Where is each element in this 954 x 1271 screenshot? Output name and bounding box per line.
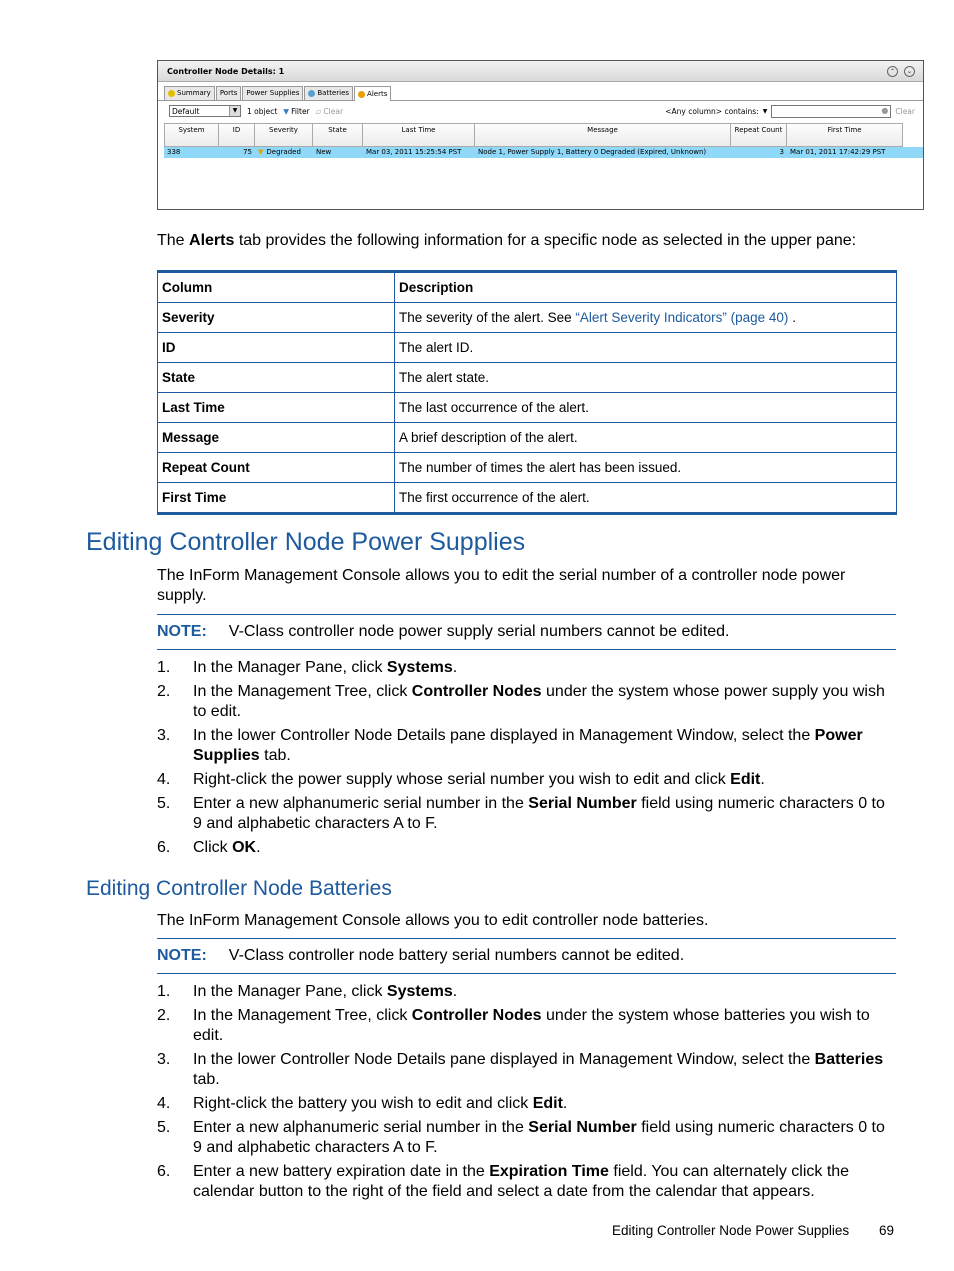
section1-paragraph: The InForm Management Console allows you to edit the serial number of a controller node power supply. — [157, 567, 846, 604]
tab-strip — [158, 86, 923, 101]
cell-message — [475, 147, 731, 158]
step-text: field. You can alternately click the calendar button to the right of the field and select a date from the calendar that appears. — [193, 1163, 850, 1200]
cell-value: Mar 03, 2011 15:25:54 PST — [366, 148, 462, 156]
header-column: Column — [158, 272, 395, 303]
chevron-down-icon[interactable]: ▼ — [762, 107, 768, 115]
step-text: tab. — [259, 747, 291, 764]
column-header[interactable]: State — [313, 123, 363, 147]
grid-header — [164, 123, 923, 147]
note-label: NOTE: — [157, 623, 207, 640]
window-title: Controller Node Details: 1 — [167, 66, 285, 76]
step-item — [157, 770, 897, 790]
step-ui-term: Serial Number — [528, 795, 637, 812]
severity-indicators-link[interactable]: “Alert Severity Indicators” (page 40) — [575, 310, 789, 325]
column-name: Last Time — [158, 393, 395, 423]
column-name: First Time — [158, 483, 395, 514]
tab-label: Power Supplies — [246, 89, 300, 97]
cell-state — [313, 147, 363, 158]
step-item — [157, 726, 897, 766]
cell-value: 338 — [167, 148, 181, 156]
step-text: under the system whose power supply you wish to edit. — [193, 683, 885, 720]
table-header-row — [158, 272, 897, 303]
tab-status-icon — [168, 90, 175, 97]
column-description — [395, 363, 897, 393]
column-name: Severity — [158, 303, 395, 333]
object-count: 1 object — [247, 106, 278, 116]
tab-label: Batteries — [317, 89, 350, 97]
alerts-screenshot — [157, 60, 924, 210]
filter-icon: ▼ — [283, 106, 290, 116]
step-item — [157, 1050, 897, 1090]
cell-value: New — [316, 148, 332, 156]
filter-button[interactable] — [283, 107, 309, 116]
step-text: field using numeric characters 0 to 9 and alphabetic characters A to F. — [193, 1119, 885, 1156]
description-text: The last occurrence of the alert. — [399, 400, 589, 415]
step-number: 2. — [157, 683, 171, 700]
collapse-icon[interactable]: ⌃ — [887, 66, 898, 77]
step-text: Right-click the power supply whose serial number you wish to edit and click — [193, 771, 731, 788]
alerts-columns-table — [157, 270, 897, 515]
step-text: Enter a new battery expiration date in the — [193, 1163, 490, 1180]
tab-label: Alerts — [367, 89, 388, 98]
cell-value: 75 — [243, 148, 252, 156]
step-text: Enter a new alphanumeric serial number in the — [193, 1119, 529, 1136]
note-text: V-Class controller node battery serial numbers cannot be edited. — [228, 947, 685, 964]
column-description — [395, 423, 897, 453]
step-number: 3. — [157, 727, 171, 744]
table-row — [158, 483, 897, 514]
step-item — [157, 1162, 897, 1202]
column-name: State — [158, 363, 395, 393]
step-number: 5. — [157, 1119, 171, 1136]
step-item — [157, 682, 897, 722]
filter-search-input[interactable] — [771, 105, 891, 118]
description-text: The number of times the alert has been issued. — [399, 460, 682, 475]
tab-label: Ports — [219, 89, 238, 97]
intro-bold: Alerts — [189, 232, 235, 249]
column-header[interactable]: Message — [475, 123, 731, 147]
step-text: In the Manager Pane, click — [193, 983, 387, 1000]
step-ui-term: Controller Nodes — [411, 1007, 542, 1024]
step-number: 6. — [157, 1163, 171, 1180]
step-text: . — [452, 659, 458, 676]
step-number: 1. — [157, 659, 171, 676]
tab-status-icon — [308, 90, 315, 97]
column-description — [395, 333, 897, 363]
step-text: under the system whose batteries you wish to edit. — [193, 1007, 870, 1044]
cell-value: Node 1, Power Supply 1, Battery 0 Degraded (Expired, Unknown) — [478, 148, 707, 156]
cell-repeat-count — [731, 147, 787, 158]
step-number: 6. — [157, 839, 171, 856]
step-item — [157, 1006, 897, 1046]
step-item — [157, 658, 897, 678]
table-row — [158, 453, 897, 483]
note-text: V-Class controller node power supply serial numbers cannot be edited. — [228, 623, 730, 640]
table-row — [158, 423, 897, 453]
filter-preset-select[interactable] — [169, 105, 241, 117]
column-name: Repeat Count — [158, 453, 395, 483]
step-text: field using numeric characters 0 to 9 and alphabetic characters A to F. — [193, 795, 885, 832]
description-text: The first occurrence of the alert. — [399, 490, 590, 505]
filter-preset-value: Default — [172, 106, 200, 116]
battery-steps — [157, 982, 897, 1206]
step-text: In the Management Tree, click — [193, 1007, 412, 1024]
step-item — [157, 1094, 897, 1114]
column-description — [395, 453, 897, 483]
window-title-bar — [158, 61, 923, 82]
cell-value: 3 — [779, 148, 784, 156]
note-box — [157, 614, 896, 650]
power-supply-steps — [157, 658, 897, 862]
search-icon: ● — [881, 105, 889, 115]
tab-label: Summary — [177, 89, 211, 97]
section-heading-power-supplies: Editing Controller Node Power Supplies — [86, 528, 526, 556]
column-header[interactable]: First Time — [787, 123, 903, 147]
step-ui-term: Controller Nodes — [411, 683, 542, 700]
cell-id — [219, 147, 255, 158]
step-ui-term: Batteries — [814, 1051, 884, 1068]
tab-power-supplies[interactable] — [242, 86, 303, 100]
column-header[interactable]: ID — [219, 123, 255, 147]
description-text-after: . — [788, 310, 796, 325]
warning-icon: ▼ — [258, 148, 264, 156]
description-text: The alert ID. — [399, 340, 474, 355]
clear-label: Clear — [323, 106, 344, 116]
section2-paragraph: The InForm Management Console allows you to edit controller node batteries. — [157, 912, 709, 929]
filter-toolbar — [158, 101, 923, 121]
step-ui-term: Expiration Time — [489, 1163, 609, 1180]
expand-icon[interactable]: ⌄ — [904, 66, 915, 77]
intro-text-after: tab provides the following information for a specific node as selected in the upper pane: — [234, 232, 857, 249]
step-text: In the Manager Pane, click — [193, 659, 387, 676]
tab-summary[interactable] — [164, 86, 215, 100]
description-text: The alert state. — [399, 370, 490, 385]
step-number: 1. — [157, 983, 171, 1000]
step-item — [157, 838, 897, 858]
step-number: 3. — [157, 1051, 171, 1068]
step-ui-term: OK — [232, 839, 257, 856]
table-row — [158, 303, 897, 333]
note-box — [157, 938, 896, 974]
column-filter-select[interactable]: <Any column> contains: — [665, 106, 759, 116]
step-text: In the lower Controller Node Details pane displayed in Management Window, select the — [193, 1051, 815, 1068]
column-header[interactable]: System — [164, 123, 219, 147]
table-row — [158, 363, 897, 393]
step-text: . — [256, 839, 261, 856]
tab-batteries[interactable] — [304, 86, 353, 100]
cell-system — [164, 147, 219, 158]
column-description — [395, 303, 897, 333]
note-label: NOTE: — [157, 947, 207, 964]
filter-label: Filter — [291, 106, 310, 116]
header-description: Description — [395, 272, 897, 303]
step-number: 5. — [157, 795, 171, 812]
intro-text-before: The — [157, 232, 190, 249]
description-text: A brief description of the alert. — [399, 430, 578, 445]
step-ui-term: Power Supplies — [193, 727, 863, 764]
step-ui-term: Edit — [730, 771, 761, 788]
column-header[interactable]: Last Time — [363, 123, 475, 147]
column-header[interactable]: Repeat Count — [731, 123, 787, 147]
page-number: 69 — [879, 1223, 895, 1238]
tab-ports[interactable] — [216, 86, 242, 100]
step-item — [157, 1118, 897, 1158]
column-description — [395, 483, 897, 514]
eraser-icon: ▱ — [315, 106, 322, 116]
step-text: . — [562, 1095, 568, 1112]
step-item — [157, 794, 897, 834]
step-number: 4. — [157, 1095, 171, 1112]
step-text: Enter a new alphanumeric serial number in the — [193, 795, 529, 812]
step-text: In the lower Controller Node Details pane displayed in Management Window, select the — [193, 727, 815, 744]
column-header[interactable]: Severity — [255, 123, 313, 147]
intro-paragraph — [157, 231, 856, 251]
cell-value: Mar 01, 2011 17:42:29 PST — [790, 148, 886, 156]
step-text: . — [452, 983, 458, 1000]
step-text: In the Management Tree, click — [193, 683, 412, 700]
column-description — [395, 393, 897, 423]
chevron-down-icon: ▼ — [229, 106, 240, 116]
clear-filter-button[interactable]: Clear — [895, 106, 915, 116]
section-heading-batteries: Editing Controller Node Batteries — [86, 877, 392, 900]
description-text: The severity of the alert. See — [399, 310, 576, 325]
tab-alerts[interactable] — [354, 86, 391, 101]
cell-severity — [255, 147, 313, 158]
clear-button[interactable] — [316, 107, 343, 116]
step-ui-term: Edit — [532, 1095, 563, 1112]
table-row — [158, 393, 897, 423]
cell-first-time — [787, 147, 903, 158]
table-row — [158, 333, 897, 363]
cell-value: Degraded — [266, 148, 301, 156]
step-number: 2. — [157, 1007, 171, 1024]
step-item — [157, 982, 897, 1002]
tab-status-icon — [358, 91, 365, 98]
column-name: ID — [158, 333, 395, 363]
step-number: 4. — [157, 771, 171, 788]
step-text: tab. — [193, 1071, 220, 1088]
step-text: . — [760, 771, 765, 788]
table-row[interactable] — [164, 147, 923, 158]
step-ui-term: Serial Number — [528, 1119, 637, 1136]
step-text: Right-click the battery you wish to edit and click — [193, 1095, 533, 1112]
step-text: Click — [193, 839, 233, 856]
step-ui-term: Systems — [386, 983, 453, 1000]
step-ui-term: Systems — [386, 659, 453, 676]
footer-section-title: Editing Controller Node Power Supplies — [612, 1223, 850, 1238]
cell-last-time — [363, 147, 475, 158]
column-name: Message — [158, 423, 395, 453]
